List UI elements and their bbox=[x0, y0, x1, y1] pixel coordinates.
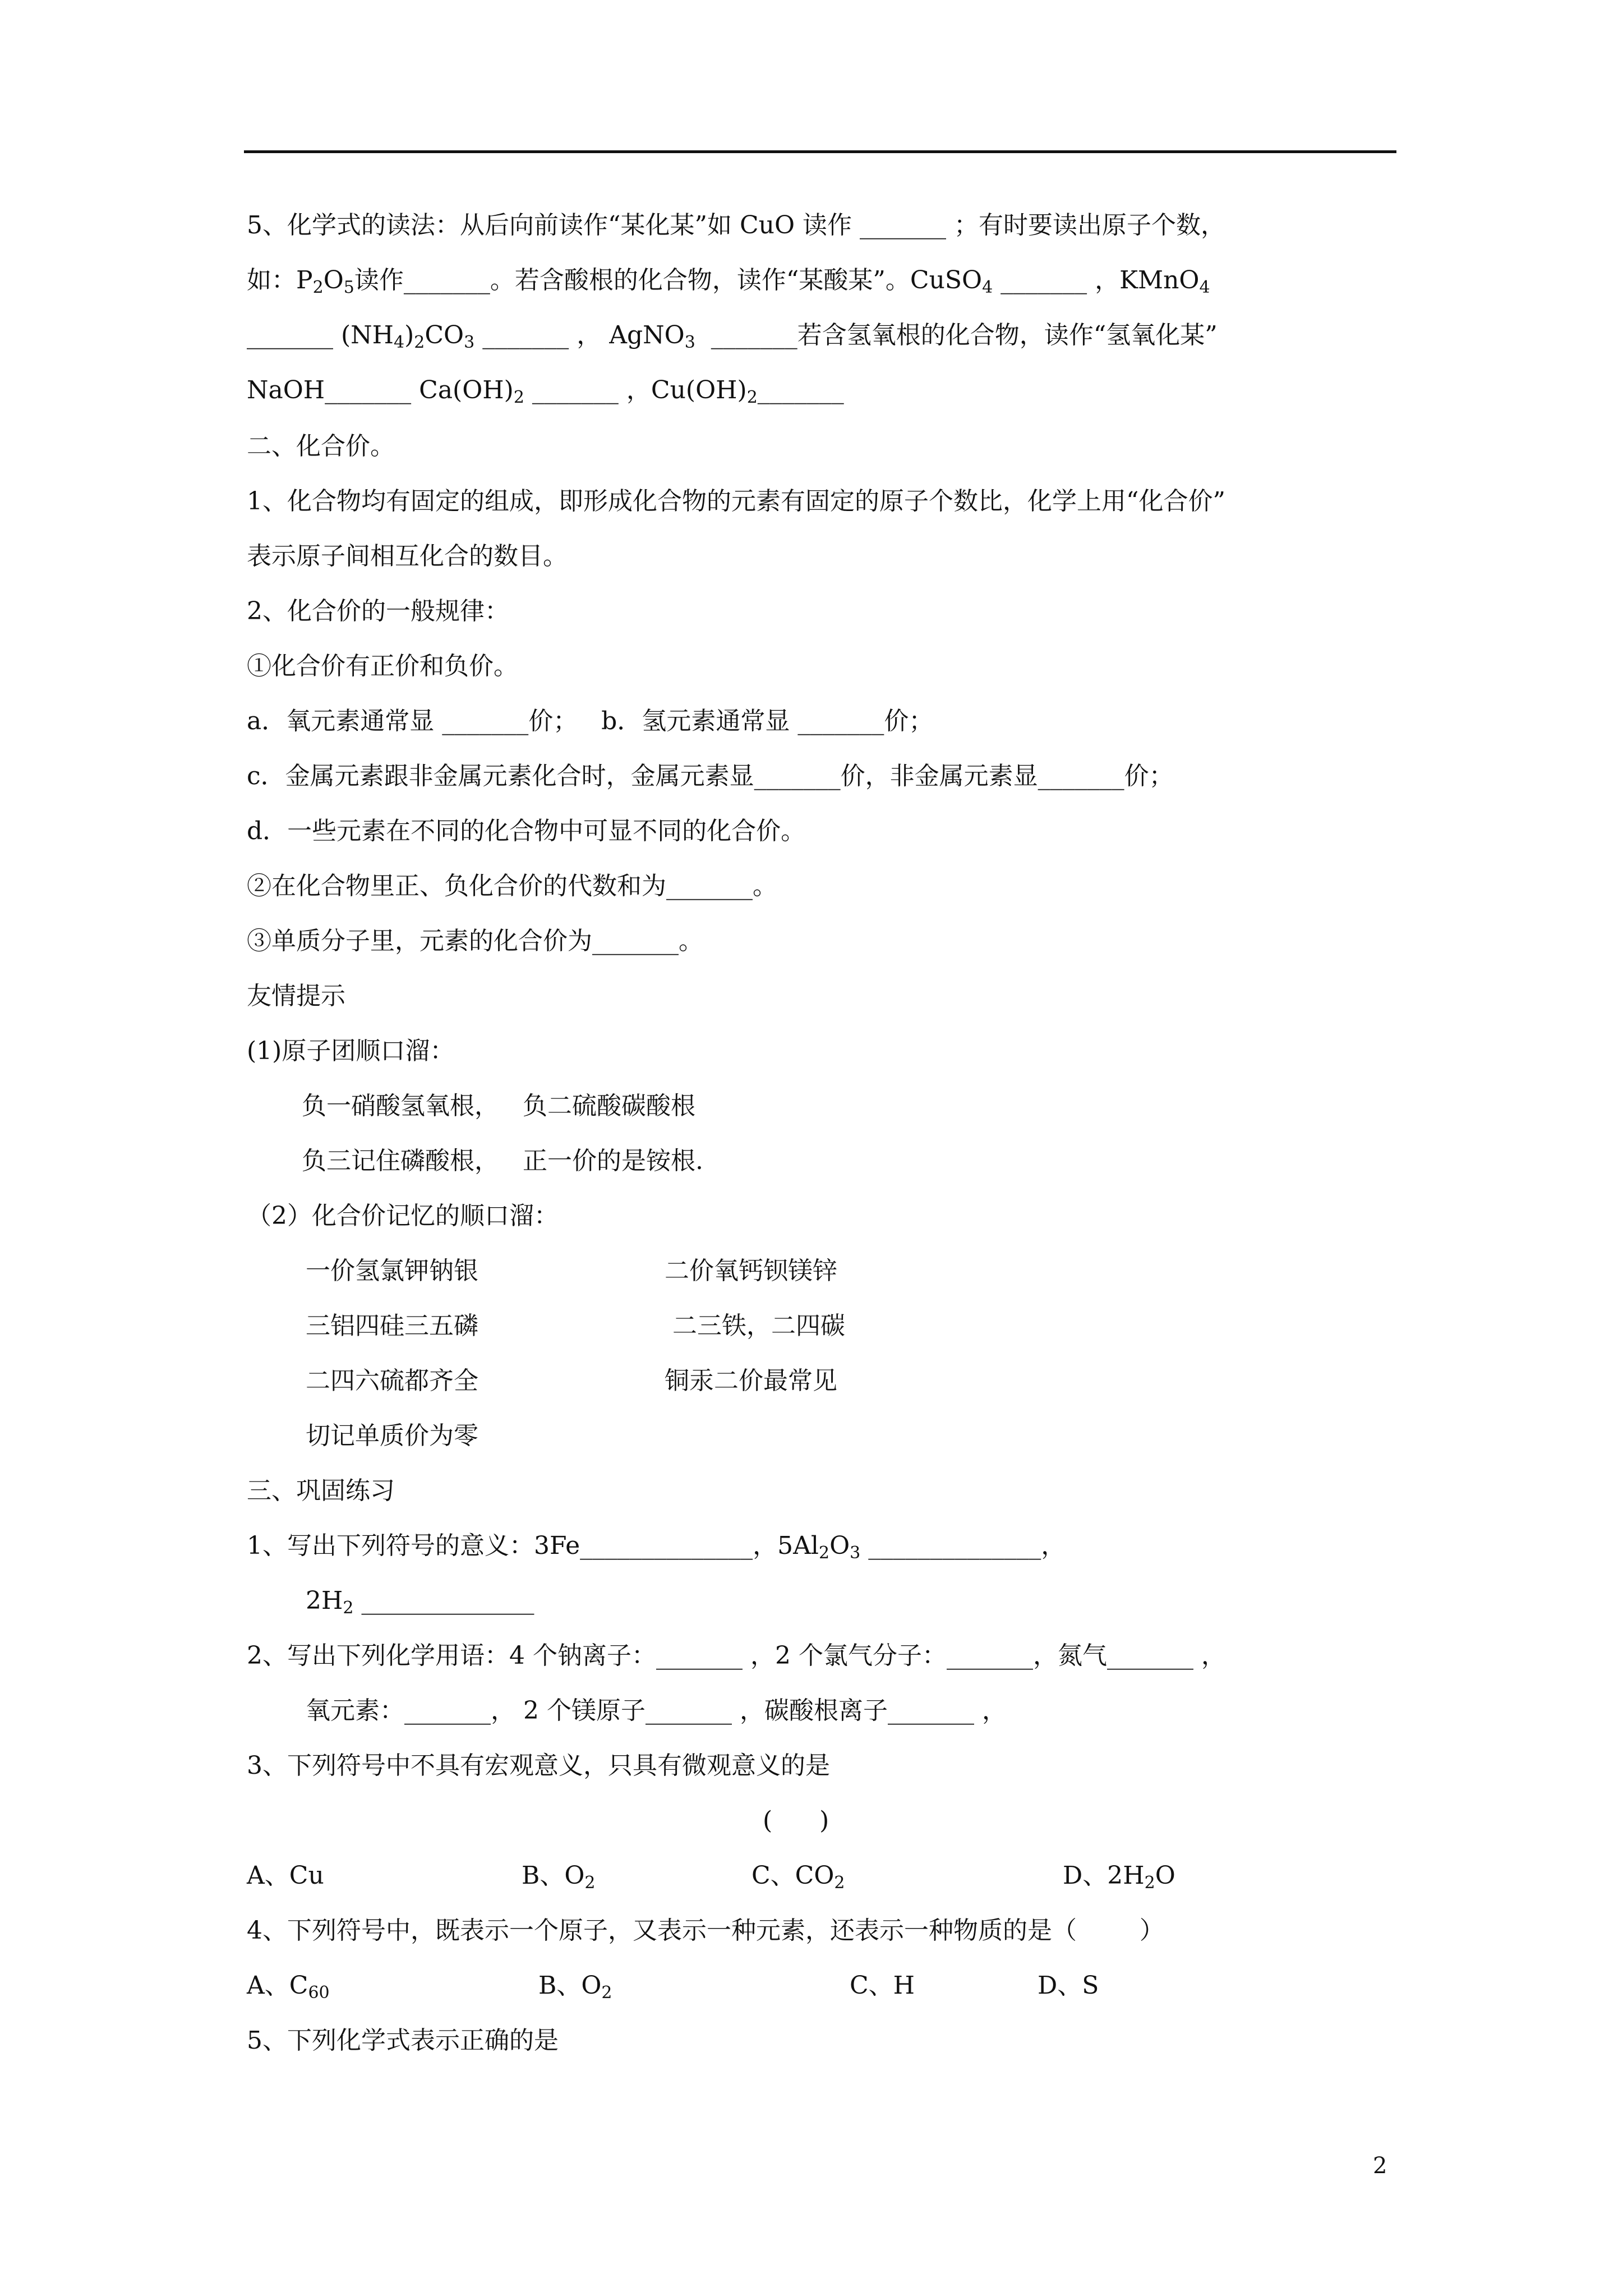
rule-1: ①化合价有正价和负价。 bbox=[247, 652, 518, 680]
q4-option-a: A、$C_{60}$ bbox=[247, 1971, 330, 2003]
rhyme-left-1: 一价氢氯钾钠银 bbox=[306, 1257, 478, 1285]
question-1: 1、写出下列符号的意义：3Fe______________，$5Al_2O_3$ ______________， bbox=[247, 1531, 1066, 1563]
rule-2: ②在化合物里正、负化合价的代数和为_______。 bbox=[247, 872, 777, 900]
paragraph-valence-1a: 1、化合物均有固定的组成，即形成化合物的元素有固定的原子个数比，化学上用“化合价” bbox=[247, 487, 1225, 516]
question-3-paren: ( ) bbox=[763, 1806, 829, 1835]
tips-valence-heading: （2）化合价记忆的顺口溜： bbox=[247, 1202, 559, 1230]
rhyme-last: 切记单质价为零 bbox=[306, 1421, 478, 1450]
line-reading-examples-2: _______ $(NH_4)_2CO_3$ _______ ， AgNO$_3$ _______若含氢氧根的化合物，读作“氢氧化某” bbox=[247, 321, 1218, 352]
q4-option-c: C、H bbox=[850, 1971, 915, 2000]
rule-3: ③单质分子里，元素的化合价为_______。 bbox=[247, 927, 703, 955]
section-title-practice: 三、巩固练习 bbox=[247, 1476, 395, 1505]
q3-option-c: C、$CO_2$ bbox=[751, 1861, 845, 1893]
tips-radical-line-2: 负三记住磷酸根， 正一价的是铵根. bbox=[302, 1147, 703, 1175]
rhyme-left-3: 二四六硫都齐全 bbox=[306, 1366, 478, 1395]
q3-option-a: A、Cu bbox=[247, 1861, 324, 1890]
tips-radical-line-1: 负一硝酸氢氧根， 负二硫酸碳酸根 bbox=[302, 1092, 695, 1120]
question-2-cont: 氧元素：_______， 2 个镁原子_______ ，碳酸根离子_______ ， bbox=[306, 1696, 1007, 1725]
rule-1a: a．氧元素通常显 _______价； b．氢元素通常显 _______价； bbox=[247, 707, 934, 735]
rhyme-right-2: 二三铁，二四碳 bbox=[665, 1312, 845, 1340]
line-reading-examples-1: 如：$P_2O_5$读作_______。若含酸根的化合物，读作“某酸某”。CuSO$_4$ _______ ，KMnO$_4$ bbox=[247, 266, 1210, 297]
line-reading-examples-3: NaOH_______ $Ca(OH)_2$ _______ ，$Cu(OH)_2\_\_\_\_\_\_\_$ bbox=[247, 376, 844, 407]
question-3: 3、下列符号中不具有宏观意义，只具有微观意义的是 bbox=[247, 1751, 830, 1780]
question-5: 5、下列化学式表示正确的是 bbox=[247, 2026, 559, 2055]
q3-option-b: B、$O_2$ bbox=[522, 1861, 596, 1893]
rule-1c: c．金属元素跟非金属元素化合时，金属元素显_______价，非金属元素显_______价； bbox=[247, 762, 1174, 790]
line-reading-rule: 5、化学式的读法：从后向前读作“某化某”如 CuO 读作 _______ ；有时要读出原子个数， bbox=[247, 211, 1226, 240]
tips-radical-heading: (1)原子团顺口溜： bbox=[247, 1037, 455, 1065]
paragraph-valence-1b: 表示原子间相互化合的数目。 bbox=[247, 542, 568, 570]
section-title-valence: 二、化合价。 bbox=[247, 432, 395, 461]
rhyme-left-2: 三铝四硅三五磷 bbox=[306, 1312, 478, 1340]
rhyme-right-1: 二价氧钙钡镁锌 bbox=[665, 1257, 837, 1285]
q4-option-b: B、$O_2$ bbox=[538, 1971, 612, 2003]
header-rule bbox=[244, 150, 1396, 153]
page-number: 2 bbox=[1373, 2153, 1387, 2179]
question-4: 4、下列符号中，既表示一个原子，又表示一种元素，还表示一种物质的是（ ） bbox=[247, 1916, 1164, 1945]
tips-title: 友情提示 bbox=[247, 982, 345, 1010]
question-1-cont: $2H_2$ ______________ bbox=[306, 1586, 534, 1618]
q4-option-d: D、S bbox=[1038, 1971, 1099, 2000]
rhyme-right-3: 铜汞二价最常见 bbox=[665, 1366, 837, 1395]
paragraph-valence-2: 2、化合价的一般规律： bbox=[247, 597, 509, 625]
q3-option-d: D、$2H_2O$ bbox=[1063, 1861, 1175, 1893]
rule-1d: d．一些元素在不同的化合物中可显不同的化合价。 bbox=[247, 817, 806, 845]
question-2: 2、写出下列化学用语：4 个钠离子：_______ ，2 个氯气分子：_______，氮气_______ ， bbox=[247, 1641, 1226, 1670]
